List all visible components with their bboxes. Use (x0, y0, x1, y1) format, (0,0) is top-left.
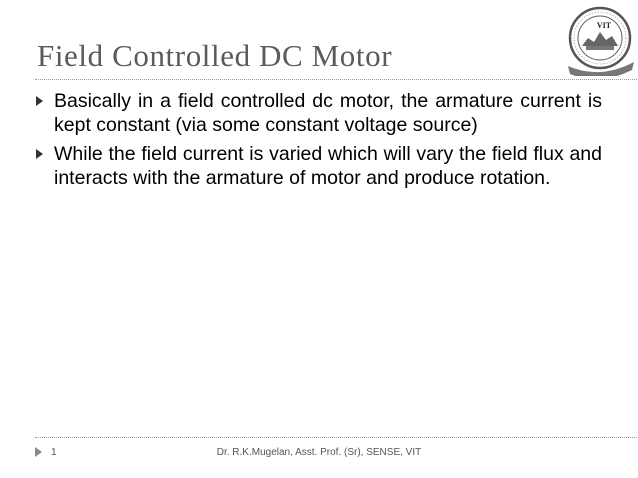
bullet-text: While the field current is varied which will vary the field flux and interacts with the armature of motor and produce rotation. (54, 143, 602, 189)
title-divider (35, 79, 637, 80)
institute-seal-icon (566, 4, 636, 76)
bullet-list (34, 89, 602, 195)
bullet-item (34, 89, 602, 137)
triangle-bullet-icon (36, 96, 43, 106)
footer-divider (35, 437, 637, 438)
page-number: 1 (51, 447, 57, 458)
footer-credit: Dr. R.K.Mugelan, Asst. Prof. (Sr), SENSE, VIT (216, 447, 422, 458)
bullet-text: Basically in a field controlled dc motor, the armature current is kept constant (via some constant voltage source) (54, 90, 602, 136)
slide-title: Field Controlled DC Motor (37, 38, 393, 73)
bullet-item (34, 142, 602, 190)
svg-text:VIT: VIT (596, 21, 612, 30)
triangle-bullet-icon (36, 149, 43, 159)
